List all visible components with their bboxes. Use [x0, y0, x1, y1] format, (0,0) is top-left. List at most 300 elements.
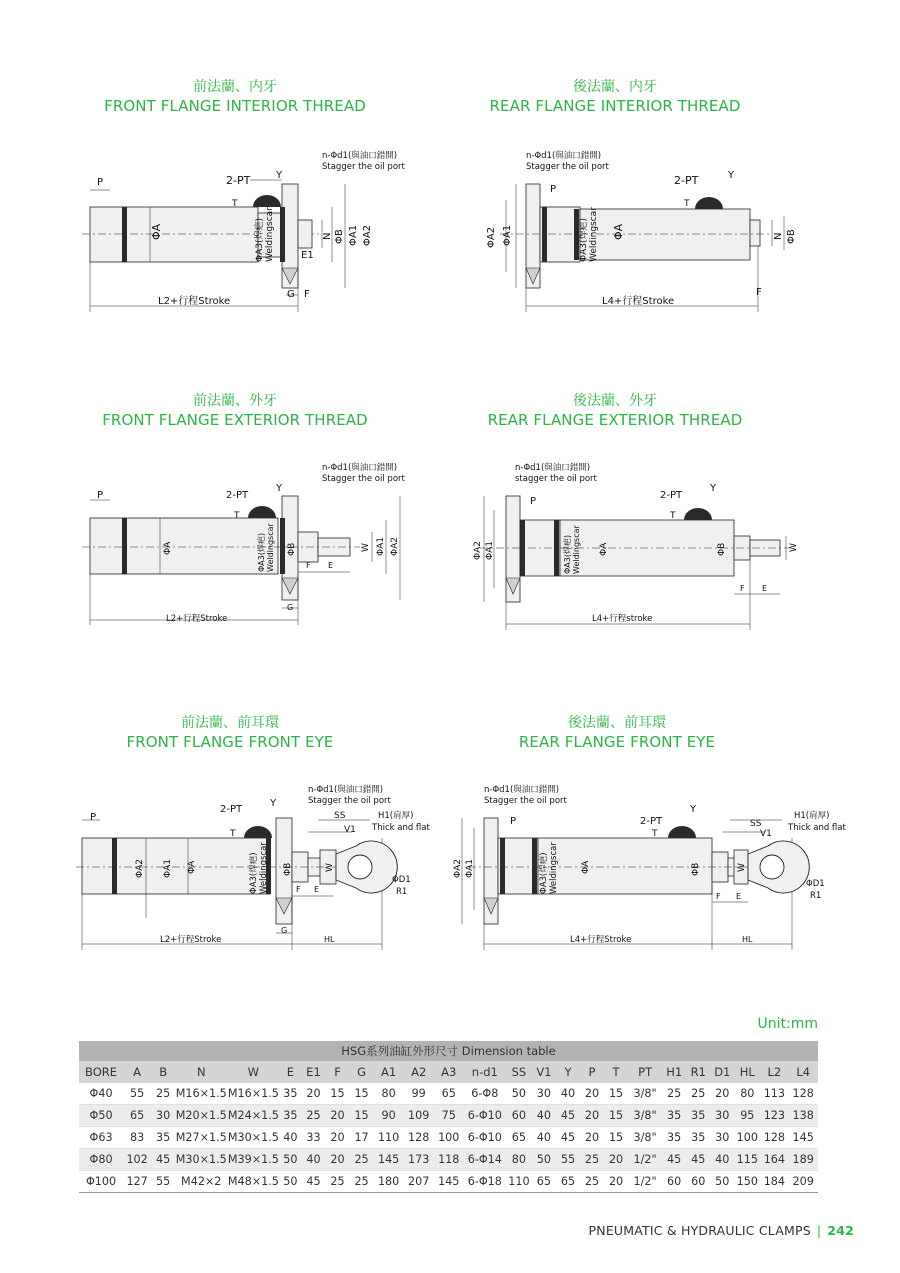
diagram-6-a-label: ΦA — [581, 860, 591, 874]
diagram-1-f-label: F — [304, 289, 310, 300]
table-cell: 99 — [404, 1083, 434, 1105]
diagram-4-p-label: P — [530, 496, 537, 507]
diagram-3-a1-label: ΦA1 — [376, 537, 386, 556]
diagram-1-title-en: FRONT FLANGE INTERIOR THREAD — [104, 97, 366, 115]
table-cell: 50 — [532, 1149, 556, 1171]
diagram-6-caption — [472, 714, 762, 752]
table-cell: 15 — [326, 1083, 350, 1105]
table-cell: 35 — [151, 1127, 175, 1149]
diagram-1-a1-label: ΦA1 — [348, 224, 359, 246]
diagram-5-w-label: W — [325, 863, 335, 872]
diagram-3-pt-label: 2-PT — [226, 490, 249, 501]
table-cell: M48×1.5 — [227, 1171, 279, 1193]
table-cell: 35 — [279, 1105, 301, 1127]
diagram-1-stagger-label: Stagger the oil port — [322, 162, 405, 172]
table-cell: 15 — [350, 1083, 374, 1105]
table-cell: 128 — [788, 1083, 818, 1105]
diagram-6-a3-label: ΦA3(焊疤) — [539, 852, 549, 894]
table-cell: M30×1.5 — [227, 1127, 279, 1149]
page-footer — [520, 1223, 854, 1238]
table-cell: 189 — [788, 1149, 818, 1171]
diagram-6-b-label: ΦB — [691, 862, 701, 876]
diagram-2-a-label: ΦA — [612, 223, 625, 240]
diagram-1-y-label: Y — [276, 170, 283, 181]
table-cell: 60 — [662, 1171, 686, 1193]
diagram-5-port-label: n-Φd1(與油口錯開) — [308, 785, 384, 795]
diagram-6-pt-label: 2-PT — [640, 816, 663, 827]
diagram-3-port-label: n-Φd1(與油口錯開) — [322, 463, 398, 473]
diagram-5-b-label: ΦB — [283, 862, 293, 876]
table-cell: 20 — [326, 1127, 350, 1149]
diagram-1-b-label: ΦB — [334, 229, 345, 244]
table-cell: 30 — [710, 1127, 734, 1149]
table-col-header: E — [279, 1061, 301, 1083]
table-cell: 180 — [374, 1171, 404, 1193]
diagram-5-caption — [85, 714, 375, 752]
table-cell: 15 — [604, 1083, 628, 1105]
table-col-header: P — [580, 1061, 604, 1083]
table-cell: 145 — [434, 1171, 464, 1193]
table-cell: M24×1.5 — [227, 1105, 279, 1127]
diagram-4-stagger-label: stagger the oil port — [515, 474, 597, 484]
table-cell: 55 — [123, 1083, 151, 1105]
table-cell: 40 — [556, 1083, 580, 1105]
diagram-6-f-label: F — [716, 892, 721, 901]
table-header-row — [79, 1061, 818, 1083]
diagram-3-b-label: ΦB — [287, 542, 297, 556]
table-cell: 164 — [760, 1149, 788, 1171]
diagram-6-ss-label: SS — [750, 819, 762, 829]
table-cell: M27×1.5 — [175, 1127, 227, 1149]
diagram-2-title-zh: 後法蘭、内牙 — [573, 79, 657, 95]
footer-separator: | — [816, 1223, 822, 1238]
table-cell: 6-Φ14 — [464, 1149, 506, 1171]
table-col-header: H1 — [662, 1061, 686, 1083]
table-cell: 65 — [123, 1105, 151, 1127]
diagram-4-a-label: ΦA — [599, 542, 609, 556]
diagram-3-caption — [90, 392, 380, 430]
diagram-5-y-label: Y — [270, 798, 277, 809]
table-cell: 25 — [662, 1083, 686, 1105]
table-cell: 25 — [580, 1149, 604, 1171]
table-row — [79, 1127, 818, 1149]
diagram-5-f-label: F — [296, 885, 301, 894]
diagram-4-e-label: E — [762, 584, 768, 593]
table-cell: 123 — [760, 1105, 788, 1127]
table-cell: 20 — [580, 1105, 604, 1127]
diagram-5-a-label: ΦA — [187, 860, 197, 874]
table-cell: 25 — [301, 1105, 325, 1127]
table-cell: 80 — [374, 1083, 404, 1105]
diagram-3-p-label: P — [97, 490, 104, 501]
table-col-header: HL — [734, 1061, 760, 1083]
diagram-1-drawing — [70, 140, 490, 340]
diagram-5-length-label: L2+行程Stroke — [160, 935, 222, 945]
table-cell: 118 — [434, 1149, 464, 1171]
diagram-5-g-label: G — [281, 926, 288, 935]
diagram-5-title-en: FRONT FLANGE FRONT EYE — [126, 733, 334, 751]
diagram-1-title-zh: 前法蘭、内牙 — [193, 79, 277, 95]
diagram-4-pt-label: 2-PT — [660, 490, 683, 501]
table-cell: 35 — [686, 1127, 710, 1149]
table-col-header: F — [326, 1061, 350, 1083]
footer-section: PNEUMATIC & HYDRAULIC CLAMPS — [588, 1223, 811, 1238]
diagram-5-drawing — [70, 778, 470, 953]
diagram-2-a3-label: ΦA3(焊疤) — [579, 218, 589, 262]
diagram-5-title-zh: 前法蘭、前耳環 — [181, 715, 279, 731]
table-row — [79, 1149, 818, 1171]
diagram-5-r1-label: R1 — [396, 887, 408, 897]
table-cell: 20 — [580, 1127, 604, 1149]
diagram-5-weld-label: Weldingscar — [259, 842, 269, 894]
diagram-1-t-label: T — [232, 199, 238, 209]
table-cell: 6-Φ10 — [464, 1105, 506, 1127]
table-cell: 25 — [151, 1083, 175, 1105]
diagram-6-d1-label: ΦD1 — [806, 879, 825, 889]
diagram-2-weld-label: Weldingscar — [589, 207, 599, 262]
diagram-6-weld-label: Weldingscar — [549, 842, 559, 894]
table-col-header: A — [123, 1061, 151, 1083]
table-cell: 40 — [301, 1149, 325, 1171]
table-cell: 50 — [710, 1171, 734, 1193]
table-cell: 6-Φ8 — [464, 1083, 506, 1105]
diagram-6-drawing — [452, 778, 852, 953]
table-col-header: L2 — [760, 1061, 788, 1083]
diagram-5-p-label: P — [90, 812, 97, 823]
table-cell: 50 — [279, 1171, 301, 1193]
diagram-2-f-label: F — [756, 287, 762, 298]
table-cell: 110 — [506, 1171, 532, 1193]
diagram-1-length-label: L2+行程Stroke — [158, 296, 231, 307]
diagram-4-a3-label: ΦA3(焊疤) — [563, 534, 572, 574]
diagram-2-pt-label: 2-PT — [674, 174, 699, 187]
table-cell: 45 — [662, 1149, 686, 1171]
diagram-3-length-label: L2+行程Stroke — [166, 614, 228, 624]
table-col-header: T — [604, 1061, 628, 1083]
table-cell: 90 — [374, 1105, 404, 1127]
table-col-header: E1 — [301, 1061, 325, 1083]
table-cell: 20 — [710, 1083, 734, 1105]
diagram-2-caption — [470, 78, 760, 116]
table-cell: 15 — [350, 1105, 374, 1127]
diagram-2-drawing — [460, 140, 820, 340]
diagram-2-b-label: ΦB — [786, 229, 797, 244]
table-cell: 209 — [788, 1171, 818, 1193]
diagram-1-a3-label: ΦA3(焊疤) — [255, 218, 265, 262]
diagram-4-t-label: T — [670, 511, 676, 521]
diagram-5-pt-label: 2-PT — [220, 804, 243, 815]
table-cell: 207 — [404, 1171, 434, 1193]
diagram-6-length-label: L4+行程Stroke — [570, 935, 632, 945]
table-cell: 83 — [123, 1127, 151, 1149]
table-cell: 60 — [686, 1171, 710, 1193]
table-cell: 45 — [301, 1171, 325, 1193]
diagram-1-e1-label: E1 — [301, 250, 314, 261]
diagram-1-weld-label: Weldingscar — [265, 207, 275, 262]
table-cell: M20×1.5 — [175, 1105, 227, 1127]
diagram-3-a-label: ΦA — [163, 541, 173, 555]
diagram-2-a1-label: ΦA1 — [502, 224, 513, 246]
table-col-header: A1 — [374, 1061, 404, 1083]
diagram-5-a1-label: ΦA1 — [163, 859, 173, 878]
diagram-2-n-label: N — [773, 232, 784, 240]
page-number: 242 — [827, 1223, 854, 1238]
diagram-2-a2-label: ΦA2 — [486, 226, 497, 248]
table-cell: 102 — [123, 1149, 151, 1171]
diagram-4-length-label: L4+行程stroke — [592, 614, 653, 624]
diagram-5-d1-label: ΦD1 — [392, 875, 411, 885]
table-cell: 35 — [686, 1105, 710, 1127]
diagram-4-f-label: F — [740, 584, 745, 593]
diagram-4-weld-label: Weldingscar — [572, 525, 581, 574]
diagram-4-y-label: Y — [710, 483, 717, 494]
table-col-header: N — [175, 1061, 227, 1083]
diagram-1-port-label: n-Φd1(與油口錯開) — [322, 151, 398, 161]
diagram-5-h1-label: H1(肩厚) — [378, 811, 414, 821]
table-title: HSG系列油缸外形尺寸 Dimension table — [79, 1041, 818, 1061]
table-cell: 40 — [532, 1105, 556, 1127]
table-col-header: B — [151, 1061, 175, 1083]
table-cell: 1/2" — [628, 1171, 662, 1193]
diagram-5-a2-label: ΦA2 — [135, 859, 145, 878]
diagram-3-drawing — [70, 460, 490, 630]
diagram-3-w-label: W — [361, 543, 371, 552]
table-cell: M42×2 — [175, 1171, 227, 1193]
diagram-3-g-label: G — [287, 603, 294, 612]
table-cell: 50 — [279, 1149, 301, 1171]
table-col-header: R1 — [686, 1061, 710, 1083]
table-cell: M30×1.5 — [175, 1149, 227, 1171]
table-cell: 25 — [326, 1171, 350, 1193]
table-col-header: L4 — [788, 1061, 818, 1083]
table-cell: 33 — [301, 1127, 325, 1149]
table-cell: 20 — [580, 1083, 604, 1105]
diagram-4-title-zh: 後法蘭、外牙 — [573, 393, 657, 409]
table-col-header: BORE — [79, 1061, 123, 1083]
table-row — [79, 1171, 818, 1193]
table-cell: 80 — [734, 1083, 760, 1105]
table-cell: 145 — [374, 1149, 404, 1171]
table-cell: 30 — [710, 1105, 734, 1127]
table-cell: 25 — [350, 1149, 374, 1171]
dimension-table — [79, 1041, 818, 1193]
table-col-header: n-d1 — [464, 1061, 506, 1083]
table-cell: 65 — [532, 1171, 556, 1193]
diagram-6-title-en: REAR FLANGE FRONT EYE — [518, 733, 716, 751]
table-cell: M39×1.5 — [227, 1149, 279, 1171]
diagram-1-a-label: ΦA — [150, 223, 163, 240]
diagram-6-e-label: E — [736, 892, 742, 901]
diagram-4-caption — [470, 392, 760, 430]
table-cell: M16×1.5 — [175, 1083, 227, 1105]
table-cell: 40 — [710, 1149, 734, 1171]
table-cell: 45 — [686, 1149, 710, 1171]
table-cell: 65 — [506, 1127, 532, 1149]
table-cell: 40 — [532, 1127, 556, 1149]
diagram-6-w-label: W — [737, 863, 747, 872]
diagram-6-r1-label: R1 — [810, 891, 822, 901]
diagram-1-a2-label: ΦA2 — [362, 224, 373, 246]
table-cell: Φ63 — [79, 1127, 123, 1149]
diagram-6-t-label: T — [652, 829, 658, 839]
diagram-1-g-label: G — [287, 289, 295, 300]
table-cell: 35 — [279, 1083, 301, 1105]
table-cell: Φ50 — [79, 1105, 123, 1127]
table-cell: 45 — [556, 1105, 580, 1127]
diagram-1-pt-label: 2-PT — [226, 174, 251, 187]
diagram-6-v1-label: V1 — [760, 829, 772, 839]
table-cell: 45 — [556, 1127, 580, 1149]
table-cell: 25 — [580, 1171, 604, 1193]
table-cell: 184 — [760, 1171, 788, 1193]
diagram-6-stagger-label: Stagger the oil port — [484, 796, 567, 806]
diagram-3-y-label: Y — [276, 483, 283, 494]
diagram-2-t-label: T — [684, 199, 690, 209]
table-cell: 20 — [604, 1171, 628, 1193]
table-cell: 6-Φ18 — [464, 1171, 506, 1193]
table-cell: 150 — [734, 1171, 760, 1193]
table-cell: 100 — [434, 1127, 464, 1149]
table-row — [79, 1083, 818, 1105]
diagram-6-y-label: Y — [690, 804, 697, 815]
diagram-2-stagger-label: Stagger the oil port — [526, 162, 609, 172]
table-cell: 20 — [604, 1149, 628, 1171]
table-cell: 30 — [151, 1105, 175, 1127]
table-cell: 15 — [604, 1105, 628, 1127]
table-cell: 1/2" — [628, 1149, 662, 1171]
table-cell: M16×1.5 — [227, 1083, 279, 1105]
table-cell: 65 — [556, 1171, 580, 1193]
diagram-2-length-label: L4+行程Stroke — [602, 296, 675, 307]
table-cell: 75 — [434, 1105, 464, 1127]
diagram-3-t-label: T — [234, 511, 240, 521]
table-cell: 60 — [506, 1105, 532, 1127]
table-col-header: A3 — [434, 1061, 464, 1083]
unit-label: Unit:mm — [757, 1016, 818, 1032]
table-cell: 100 — [734, 1127, 760, 1149]
table-cell: 138 — [788, 1105, 818, 1127]
diagram-5-flat-label: Thick and flat — [372, 823, 430, 833]
table-col-header: W — [227, 1061, 279, 1083]
diagram-2-title-en: REAR FLANGE INTERIOR THREAD — [489, 97, 741, 115]
table-cell: 40 — [279, 1127, 301, 1149]
table-cell: 3/8" — [628, 1105, 662, 1127]
table-cell: 3/8" — [628, 1083, 662, 1105]
diagram-5-stagger-label: Stagger the oil port — [308, 796, 391, 806]
table-cell: 80 — [506, 1149, 532, 1171]
diagram-2-port-label: n-Φd1(與油口錯開) — [526, 151, 602, 161]
diagram-4-drawing — [460, 460, 820, 630]
table-col-header: SS — [506, 1061, 532, 1083]
table-cell: 25 — [350, 1171, 374, 1193]
table-cell: 128 — [404, 1127, 434, 1149]
diagram-5-hl-label: HL — [324, 935, 335, 944]
table-cell: 45 — [151, 1149, 175, 1171]
table-col-header: PT — [628, 1061, 662, 1083]
table-col-header: Y — [556, 1061, 580, 1083]
diagram-4-a1-label: ΦA1 — [485, 541, 495, 560]
diagram-1-caption — [90, 78, 380, 116]
table-cell: 110 — [374, 1127, 404, 1149]
diagram-4-b-label: ΦB — [717, 542, 727, 556]
diagram-5-v1-label: V1 — [344, 825, 356, 835]
table-cell: 6-Φ10 — [464, 1127, 506, 1149]
table-cell: 109 — [404, 1105, 434, 1127]
diagram-4-w-label: W — [789, 543, 799, 552]
diagram-4-port-label: n-Φd1(與油口錯開) — [515, 463, 591, 473]
diagram-5-t-label: T — [230, 829, 236, 839]
diagram-6-port-label: n-Φd1(與油口錯開) — [484, 785, 560, 795]
diagram-3-f-label: F — [306, 561, 311, 570]
table-cell: 127 — [123, 1171, 151, 1193]
table-cell: Φ100 — [79, 1171, 123, 1193]
table-cell: 115 — [734, 1149, 760, 1171]
diagram-3-a2-label: ΦA2 — [390, 537, 400, 556]
diagram-6-h1-label: H1(肩厚) — [794, 811, 830, 821]
diagram-2-y-label: Y — [728, 170, 735, 181]
diagram-2-p-label: P — [550, 184, 557, 195]
table-row — [79, 1105, 818, 1127]
table-col-header: A2 — [404, 1061, 434, 1083]
table-col-header: V1 — [532, 1061, 556, 1083]
table-col-header: D1 — [710, 1061, 734, 1083]
diagram-4-title-en: REAR FLANGE EXTERIOR THREAD — [487, 411, 743, 429]
diagram-6-flat-label: Thick and flat — [788, 823, 846, 833]
table-body — [79, 1083, 818, 1193]
diagram-3-title-en: FRONT FLANGE EXTERIOR THREAD — [102, 411, 368, 429]
diagram-1-p-label: P — [97, 177, 104, 188]
diagram-3-a3-label: ΦA3(焊疤) — [257, 532, 266, 572]
diagram-6-a1-label: ΦA1 — [465, 859, 475, 878]
table-cell: Φ80 — [79, 1149, 123, 1171]
table-cell: 55 — [151, 1171, 175, 1193]
table-cell: 145 — [788, 1127, 818, 1149]
diagram-3-e-label: E — [328, 561, 334, 570]
table-cell: 25 — [686, 1083, 710, 1105]
table-cell: 128 — [760, 1127, 788, 1149]
table-cell: 15 — [604, 1127, 628, 1149]
diagram-5-a3-label: ΦA3(焊疤) — [249, 852, 259, 894]
table-cell: 65 — [434, 1083, 464, 1105]
diagram-1-n-label: N — [322, 232, 333, 240]
diagram-5-ss-label: SS — [334, 811, 346, 821]
table-cell: 30 — [532, 1083, 556, 1105]
table-cell: 20 — [301, 1083, 325, 1105]
diagram-4-a2-label: ΦA2 — [473, 541, 483, 560]
table-cell: 17 — [350, 1127, 374, 1149]
diagram-6-hl-label: HL — [742, 935, 753, 944]
table-cell: 50 — [506, 1083, 532, 1105]
table-cell: 113 — [760, 1083, 788, 1105]
table-cell: 55 — [556, 1149, 580, 1171]
table-cell: 35 — [662, 1105, 686, 1127]
diagram-6-a2-label: ΦA2 — [453, 859, 463, 878]
diagram-6-p-label: P — [510, 816, 517, 827]
diagram-6-title-zh: 後法蘭、前耳環 — [568, 715, 666, 731]
table-cell: Φ40 — [79, 1083, 123, 1105]
table-cell: 173 — [404, 1149, 434, 1171]
table-cell: 95 — [734, 1105, 760, 1127]
diagram-3-weld-label: Weldingscar — [266, 523, 275, 572]
table-cell: 35 — [662, 1127, 686, 1149]
diagram-3-title-zh: 前法蘭、外牙 — [193, 393, 277, 409]
table-cell: 20 — [326, 1149, 350, 1171]
table-cell: 3/8" — [628, 1127, 662, 1149]
diagram-5-e-label: E — [314, 885, 320, 894]
table-cell: 20 — [326, 1105, 350, 1127]
diagram-3-stagger-label: Stagger the oil port — [322, 474, 405, 484]
table-col-header: G — [350, 1061, 374, 1083]
